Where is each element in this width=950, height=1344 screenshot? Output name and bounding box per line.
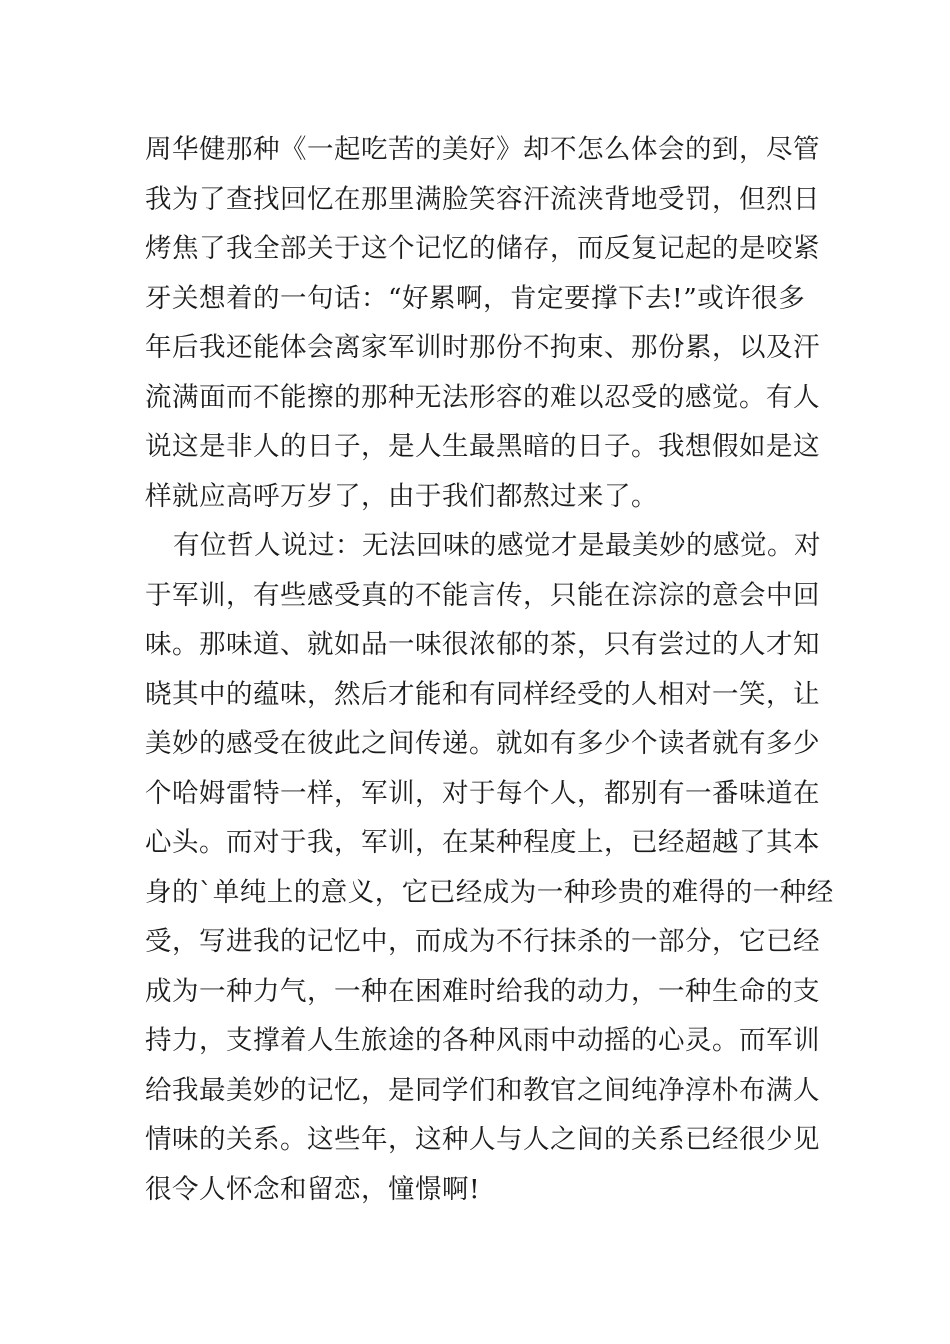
text-line: 我为了查找回忆在那里满脸笑容汗流浃背地受罚，但烈日 [145, 183, 820, 215]
text-line: 身的`单纯上的意义，它已经成为一种珍贵的难得的一种经 [145, 876, 834, 908]
text-line: 持力，支撑着人生旅途的各种风雨中动摇的心灵。而军训 [145, 1025, 820, 1056]
paragraph-2 [145, 521, 834, 1214]
text-line: 味。那味道、就如品一味很浓郁的茶，只有尝过的人才知 [145, 629, 820, 660]
text-line: 说这是非人的日子，是人生最黑暗的日子。我想假如是这 [145, 431, 820, 462]
text-line: 牙关想着的一句话：“好累啊，肯定要撑下去!”或许很多 [145, 282, 806, 314]
text-line: 很令人怀念和留恋，憧憬啊! [145, 1173, 481, 1205]
text-line: 情味的关系。这些年，这种人与人之间的关系已经很少见 [145, 1124, 820, 1155]
text-line: 成为一种力气，一种在困难时给我的动力，一种生命的支 [145, 975, 820, 1007]
text-line: 年后我还能体会离家军训时那份不拘束、那份累，以及汗 [145, 332, 820, 363]
paragraph-1 [145, 125, 820, 521]
text-line: 给我最美妙的记忆，是同学们和教官之间纯净淳朴布满人 [145, 1074, 820, 1106]
text-line: 周华健那种《一起吃苦的美好》却不怎么体会的到，尽管 [145, 134, 820, 165]
text-line: 美妙的感受在彼此之间传递。就如有多少个读者就有多少 [145, 728, 820, 759]
document-body [145, 125, 834, 1214]
text-line: 流满面而不能擦的那种无法形容的难以忍受的感觉。有人 [145, 381, 820, 413]
text-line: 受，写进我的记忆中，而成为不行抹杀的一部分，它已经 [145, 926, 820, 957]
text-line: 个哈姆雷特一样，军训，对于每个人，都别有一番味道在 [145, 777, 820, 809]
text-line: 心头。而对于我，军训，在某种程度上，已经超越了其本 [145, 827, 820, 858]
text-line: 晓其中的蕴味，然后才能和有同样经受的人相对一笑，让 [145, 678, 820, 710]
text-line: 样就应高呼万岁了，由于我们都熬过来了。 [145, 480, 658, 512]
text-line: 于军训，有些感受真的不能言传，只能在淙淙的意会中回 [145, 579, 820, 611]
text-line: 烤焦了我全部关于这个记忆的储存，而反复记起的是咬紧 [145, 233, 820, 264]
text-line: 有位哲人说过：无法回味的感觉才是最美妙的感觉。对 [173, 530, 821, 561]
